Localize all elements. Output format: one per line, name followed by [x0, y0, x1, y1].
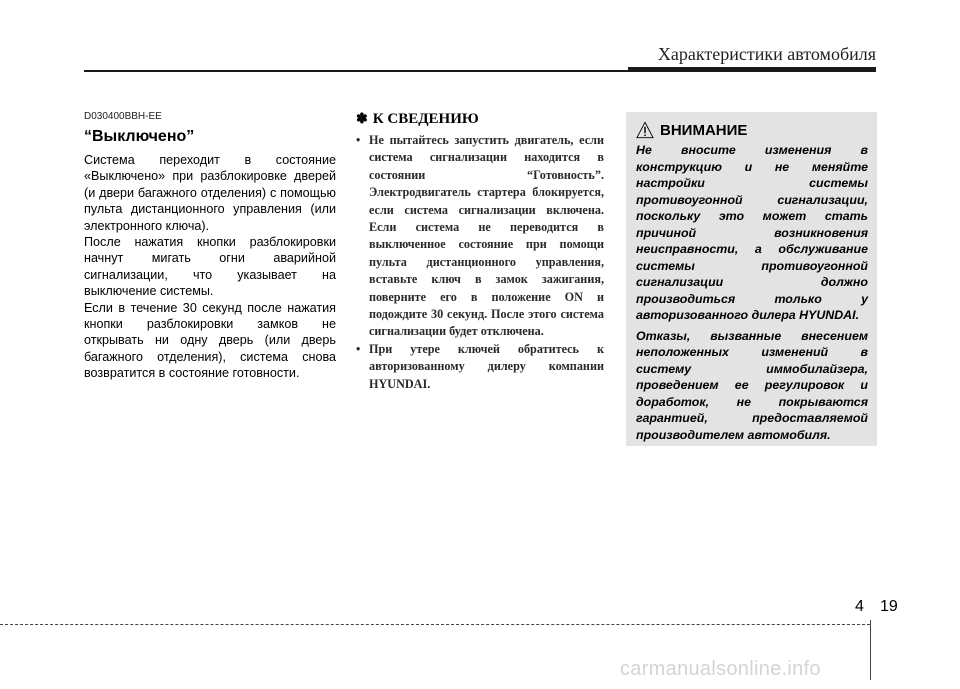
- footer-divider: [870, 620, 871, 680]
- section-paragraph: Система переходит в состояние «Выключено» при разблокировке дверей (и двери багажного отделения) с помощью пульта дистанционного управления (или электронного ключа).: [84, 153, 336, 233]
- header-rule-accent: [628, 67, 876, 72]
- list-item-text: Не пытайтесь запустить двигатель, если система сигнализации находится в состоянии “Готовность”. Электродвигатель стартера блокируется, если система сигнализации включена. Если система не переводится в выключенное состояние при помощи пульта дистанционного управления, вставьте ключ в замок зажигания, поверните его в положение ON и подождите 30 секунд. После этого система сигнализации будет отключена.: [369, 133, 604, 339]
- section-paragraph: Если в течение 30 секунд после нажатия кнопки разблокировки замков не открывать ни одну дверь (или дверь багажного отделения), система снова возвратится в состояние готовности.: [84, 300, 336, 381]
- info-list: [356, 132, 604, 393]
- section-code: D030400BBH-EE: [84, 111, 162, 122]
- section-paragraph: После нажатия кнопки разблокировки начнут мигать огни аварийной сигнализации, что указывает на выключение системы.: [84, 235, 336, 299]
- header-title: Характеристики автомобиля: [657, 44, 876, 64]
- list-item-text: При утере ключей обратитесь к авторизованному дилеру компании HYUNDAI.: [369, 341, 604, 391]
- list-item: [356, 132, 604, 341]
- warning-paragraph: Не вносите изменения в конструкцию и не меняйте настройки системы противоугонной сигнализации, поскольку это может стать причиной возникновения неисправности, а обслуживание системы противоугонной сигнализации должно производиться только у авторизованного дилера HYUNDAI.: [636, 143, 868, 322]
- warning-box: [626, 112, 877, 446]
- asterisk-icon: ✽: [356, 112, 368, 127]
- info-title: [356, 111, 604, 128]
- watermark: carmanualsonline.info: [620, 658, 821, 680]
- warning-triangle-icon: [636, 121, 654, 139]
- warning-title-label: ВНИМАНИЕ: [660, 121, 748, 139]
- warning-paragraph: Отказы, вызванные внесением неположенных изменений в систему иммобилайзера, проведением ее регулировок и доработок, не покрываются гарантией, предоставляемой производителем автомобиля.: [636, 328, 868, 442]
- page-number: 19: [880, 598, 898, 615]
- list-item: [356, 341, 604, 393]
- footer-rule: [0, 624, 870, 625]
- bullet-icon: •: [356, 133, 361, 147]
- section-title: “Выключено”: [84, 128, 195, 145]
- chapter-number: 4: [855, 598, 864, 615]
- warning-title: [636, 121, 868, 139]
- bullet-icon: •: [356, 341, 361, 356]
- info-note: [356, 111, 604, 393]
- info-title-label: К СВЕДЕНИЮ: [372, 111, 479, 127]
- section-disarmed: [84, 111, 336, 382]
